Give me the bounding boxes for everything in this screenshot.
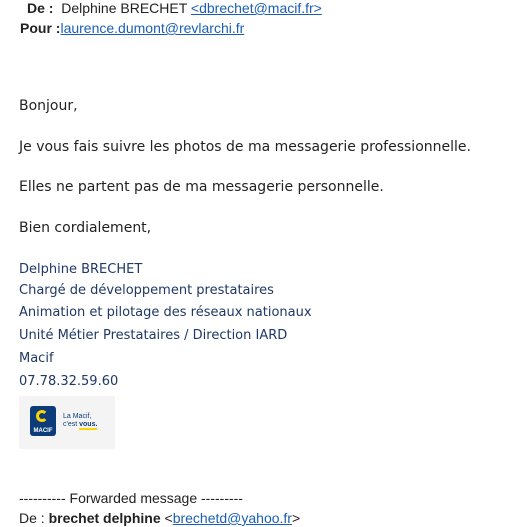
forwarded-from-label: De : [19, 510, 45, 526]
logo-tagline-line1: La Macif, [63, 413, 92, 420]
to-email-link[interactable]: laurence.dumont@revlarchi.fr [60, 20, 245, 36]
from-label: De : [27, 0, 54, 16]
from-name: Delphine BRECHET [61, 0, 188, 16]
forwarded-from-name: brechet delphine [48, 510, 161, 526]
forwarded-email-close: > [291, 510, 301, 526]
forwarded-separator: ---------- Forwarded message --------- [19, 490, 243, 506]
body-line-1: Je vous fais suivre les photos de ma messagerie professionnelle. [19, 139, 471, 155]
logo-tagline-emph: vous. [79, 421, 98, 428]
greeting: Bonjour, [19, 98, 78, 114]
signature-company: Macif [19, 351, 54, 366]
to-label: Pour : [20, 20, 61, 36]
forwarded-email-open: < [164, 510, 173, 526]
from-email-link[interactable]: <dbrechet@macif.fr> [190, 0, 322, 16]
macif-logo [19, 396, 115, 449]
to-row [20, 20, 244, 36]
logo-tagline [63, 413, 97, 429]
closing: Bien cordialement, [19, 220, 152, 236]
body-line-2: Elles ne partent pas de ma messagerie personnelle. [19, 179, 384, 195]
macif-ring-icon [36, 410, 48, 422]
logo-badge-text: MACIF [33, 428, 53, 434]
signature-role: Animation et pilotage des réseaux nationaux [19, 305, 312, 320]
forwarded-from-row [19, 510, 300, 526]
signature-title: Chargé de développement prestataires [19, 283, 274, 298]
forwarded-email-link[interactable]: brechetd@yahoo.fr [172, 510, 292, 526]
macif-badge-icon [30, 406, 56, 436]
signature-phone: 07.78.32.59.60 [19, 374, 119, 389]
logo-tagline-prefix: c'est [63, 421, 80, 428]
signature-unit: Unité Métier Prestataires / Direction IARD [19, 328, 288, 343]
from-row [27, 0, 322, 16]
signature-name: Delphine BRECHET [19, 262, 143, 277]
